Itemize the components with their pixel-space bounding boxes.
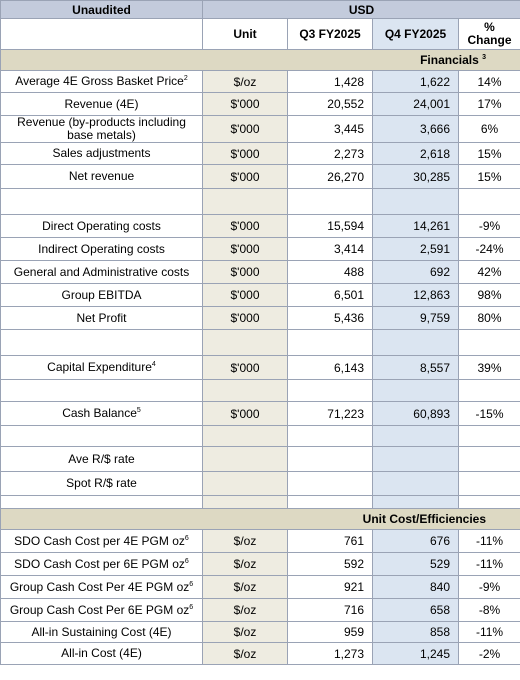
row-label	[1, 402, 203, 426]
row-q3-value: 20,552	[288, 93, 373, 116]
row-change	[459, 472, 520, 496]
row-change	[459, 330, 520, 356]
row-q4-value	[373, 380, 459, 402]
table-row	[1, 599, 520, 622]
row-label	[1, 143, 203, 165]
row-change: 39%	[459, 356, 520, 380]
row-q4-value: 858	[373, 622, 459, 643]
row-unit: $/oz	[203, 530, 288, 553]
row-change: -15%	[459, 402, 520, 426]
row-label	[1, 426, 203, 447]
row-label	[1, 307, 203, 330]
row-label	[1, 530, 203, 553]
row-q4-value	[373, 426, 459, 447]
table-body	[1, 1, 520, 665]
row-q4-value: 8,557	[373, 356, 459, 380]
row-label	[1, 330, 203, 356]
row-q4-value: 1,622	[373, 71, 459, 93]
row-label	[1, 284, 203, 307]
table-row	[1, 553, 520, 576]
row-q4-value: 1,245	[373, 643, 459, 665]
table-row	[1, 116, 520, 143]
col-header-unit: Unit	[203, 19, 288, 50]
footnote-marker: 6	[189, 580, 194, 588]
row-unit: $'000	[203, 116, 288, 143]
row-label	[1, 215, 203, 238]
row-change	[459, 447, 520, 472]
col-header-change: % Change	[459, 19, 520, 50]
row-label	[1, 553, 203, 576]
header-group-row	[1, 1, 520, 19]
row-q4-value: 9,759	[373, 307, 459, 330]
table-row	[1, 330, 520, 356]
row-q3-value: 3,414	[288, 238, 373, 261]
row-unit: $'000	[203, 284, 288, 307]
row-label-text: Group Cash Cost Per 4E PGM oz	[9, 579, 190, 594]
row-unit: $/oz	[203, 622, 288, 643]
table-row	[1, 238, 520, 261]
table-row	[1, 447, 520, 472]
table-row	[1, 380, 520, 402]
row-q4-value: 24,001	[373, 93, 459, 116]
row-change: 98%	[459, 284, 520, 307]
row-label-text: Sales adjustments	[52, 146, 151, 160]
row-change: -24%	[459, 238, 520, 261]
row-label	[1, 189, 203, 215]
footnote-marker: 5	[136, 407, 141, 414]
row-q3-value: 6,501	[288, 284, 373, 307]
footnote-marker: 6	[189, 603, 194, 611]
footnote-marker: 4	[151, 361, 156, 368]
table-row	[1, 643, 520, 665]
row-unit: $'000	[203, 238, 288, 261]
column-header-row	[1, 19, 520, 50]
row-q3-value	[288, 330, 373, 356]
row-label-text: Revenue (4E)	[64, 96, 139, 111]
usd-label: USD	[203, 1, 520, 19]
row-change: 6%	[459, 116, 520, 143]
row-label	[1, 71, 203, 93]
row-label-text: General and Administrative costs	[13, 264, 190, 279]
row-unit: $/oz	[203, 553, 288, 576]
row-label-text: All-in Sustaining Cost (4E)	[31, 624, 172, 639]
row-q3-value: 5,436	[288, 307, 373, 330]
section-title-financials-footnote: 3	[482, 54, 487, 61]
row-unit: $/oz	[203, 599, 288, 622]
row-change: 17%	[459, 93, 520, 116]
table-row	[1, 622, 520, 643]
row-unit	[203, 380, 288, 402]
section-title-unit-cost: Unit Cost/Efficiencies	[1, 509, 520, 530]
footnote-marker: 2	[183, 75, 188, 82]
section-title-financials: Financials	[420, 53, 479, 67]
row-label-text: Revenue (by-products including base metals)	[17, 115, 186, 142]
row-label-text: Net Profit	[76, 310, 127, 325]
row-q4-value: 3,666	[373, 116, 459, 143]
row-unit: $'000	[203, 165, 288, 189]
unaudited-label: Unaudited	[1, 1, 203, 19]
row-label-text: All-in Cost (4E)	[61, 646, 142, 660]
table-row	[1, 426, 520, 447]
row-unit	[203, 330, 288, 356]
row-label	[1, 238, 203, 261]
row-q3-value	[288, 189, 373, 215]
row-label	[1, 165, 203, 189]
row-unit: $/oz	[203, 643, 288, 665]
footnote-marker: 6	[184, 557, 189, 565]
row-change: 14%	[459, 71, 520, 93]
row-label-text: Net revenue	[68, 169, 135, 183]
row-q4-value	[373, 447, 459, 472]
row-q4-value: 2,591	[373, 238, 459, 261]
row-label	[1, 496, 203, 509]
table-row	[1, 93, 520, 116]
row-q3-value: 761	[288, 530, 373, 553]
table-row	[1, 165, 520, 189]
table-row	[1, 261, 520, 284]
row-change: 15%	[459, 165, 520, 189]
col-header-q4: Q4 FY2025	[373, 19, 459, 50]
row-change: 42%	[459, 261, 520, 284]
row-q4-value: 692	[373, 261, 459, 284]
row-label	[1, 356, 203, 380]
table-row	[1, 356, 520, 380]
row-q4-value	[373, 189, 459, 215]
row-label	[1, 599, 203, 622]
row-unit: $'000	[203, 356, 288, 380]
row-q3-value: 1,273	[288, 643, 373, 665]
row-label	[1, 93, 203, 116]
row-label	[1, 576, 203, 599]
row-q3-value: 26,270	[288, 165, 373, 189]
row-change	[459, 380, 520, 402]
row-q4-value: 658	[373, 599, 459, 622]
footnote-marker: 6	[184, 534, 189, 542]
row-q4-value: 30,285	[373, 165, 459, 189]
row-label-text: Spot R/$ rate	[66, 476, 137, 490]
row-q4-value	[373, 496, 459, 509]
row-label	[1, 380, 203, 402]
row-q3-value	[288, 426, 373, 447]
row-q3-value: 921	[288, 576, 373, 599]
row-change: -11%	[459, 530, 520, 553]
row-unit: $'000	[203, 402, 288, 426]
row-label-text: Cash Balance	[62, 406, 137, 420]
row-unit	[203, 496, 288, 509]
row-label-text: Direct Operating costs	[42, 218, 161, 233]
row-change: 15%	[459, 143, 520, 165]
row-q4-value	[373, 472, 459, 496]
col-header-q3: Q3 FY2025	[288, 19, 373, 50]
row-change	[459, 426, 520, 447]
section-financials	[1, 50, 520, 71]
row-q4-value: 60,893	[373, 402, 459, 426]
row-unit: $'000	[203, 215, 288, 238]
row-label	[1, 643, 203, 665]
row-q3-value: 71,223	[288, 402, 373, 426]
row-change: -11%	[459, 553, 520, 576]
row-q3-value	[288, 447, 373, 472]
row-change: -9%	[459, 215, 520, 238]
row-unit: $/oz	[203, 71, 288, 93]
row-q3-value	[288, 472, 373, 496]
row-q3-value: 6,143	[288, 356, 373, 380]
table-row	[1, 189, 520, 215]
row-q4-value: 676	[373, 530, 459, 553]
row-change: -2%	[459, 643, 520, 665]
row-q3-value: 592	[288, 553, 373, 576]
row-label-text: Capital Expenditure	[47, 360, 152, 374]
row-unit: $'000	[203, 261, 288, 284]
table-row	[1, 530, 520, 553]
table-row	[1, 284, 520, 307]
row-change: -9%	[459, 576, 520, 599]
row-q3-value: 3,445	[288, 116, 373, 143]
row-label	[1, 447, 203, 472]
table-row	[1, 576, 520, 599]
row-change: -11%	[459, 622, 520, 643]
row-unit	[203, 472, 288, 496]
row-q3-value: 2,273	[288, 143, 373, 165]
row-q4-value: 12,863	[373, 284, 459, 307]
row-q4-value: 529	[373, 553, 459, 576]
row-q3-value	[288, 496, 373, 509]
row-q3-value: 1,428	[288, 71, 373, 93]
table-row	[1, 472, 520, 496]
table-row	[1, 215, 520, 238]
row-q3-value: 488	[288, 261, 373, 284]
row-change	[459, 496, 520, 509]
row-unit: $/oz	[203, 576, 288, 599]
table-row	[1, 307, 520, 330]
row-label-text: SDO Cash Cost per 6E PGM oz	[14, 556, 185, 571]
row-q3-value: 716	[288, 599, 373, 622]
row-label-text: Group Cash Cost Per 6E PGM oz	[9, 602, 190, 617]
row-q3-value: 959	[288, 622, 373, 643]
table-row	[1, 402, 520, 426]
table-row	[1, 496, 520, 509]
row-label	[1, 116, 203, 143]
row-q4-value: 840	[373, 576, 459, 599]
row-unit	[203, 189, 288, 215]
row-unit: $'000	[203, 143, 288, 165]
row-label	[1, 472, 203, 496]
row-q3-value	[288, 380, 373, 402]
row-change: -8%	[459, 599, 520, 622]
row-label-text: Average 4E Gross Basket Price	[15, 74, 184, 88]
table-row	[1, 143, 520, 165]
table-row	[1, 71, 520, 93]
row-q4-value: 14,261	[373, 215, 459, 238]
section-unit-cost	[1, 509, 520, 530]
row-change: 80%	[459, 307, 520, 330]
row-label-text: Group EBITDA	[61, 287, 142, 302]
row-label	[1, 261, 203, 284]
row-label	[1, 622, 203, 643]
col-header-metric	[1, 19, 203, 50]
row-label-text: SDO Cash Cost per 4E PGM oz	[14, 533, 185, 548]
row-q4-value	[373, 330, 459, 356]
row-change	[459, 189, 520, 215]
row-label-text: Indirect Operating costs	[38, 241, 165, 256]
row-unit: $'000	[203, 93, 288, 116]
row-unit	[203, 426, 288, 447]
row-label-text: Ave R/$ rate	[68, 451, 135, 466]
row-unit	[203, 447, 288, 472]
row-q4-value: 2,618	[373, 143, 459, 165]
row-q3-value: 15,594	[288, 215, 373, 238]
row-unit: $'000	[203, 307, 288, 330]
